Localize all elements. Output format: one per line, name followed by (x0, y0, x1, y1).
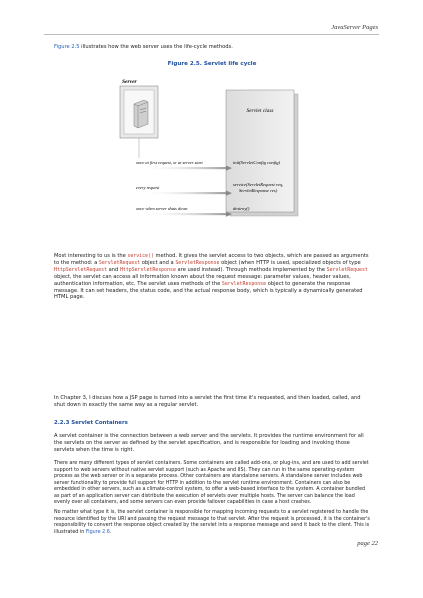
event-label-service: every request (136, 185, 160, 190)
service-paragraph: Most interesting to us is the service() method. It gives the servlet access to two objects, which are passed as arguments to the method: a ServletRequest object and a ServletResponse object (when HTTP is used, specialized objects of type HttpServletRequest and HttpServletResponse are used instead). Through methods implemented by the ServletRequest object, the servlet can access all information known about the request message: parameter values, header values, authentication information, etc. The servlet uses methods of the ServletResponse object to generate the response message. It can set headers, the status code, and the actual response body, which is typically a dynamically generated HTML page. (54, 253, 369, 301)
servlet-lifecycle-diagram (108, 72, 323, 247)
servlet-class-label: Servlet class (246, 108, 274, 114)
arrow-bar-service (140, 192, 228, 194)
section-heading: 2.2.3 Servlet Containers (54, 420, 128, 426)
figure-2-6-link[interactable]: Figure 2.6 (85, 529, 110, 535)
container-types-paragraph: There are many different types of servlet containers. Some containers are called add-ons, or plug-ins, and are used to add servlet support to web servers without native servlet support (such as Apache and IIS). They can run in the same operating-system process as the web server or in a separate process. Other containers are standalone servers. A standalone server includes web server functionality to provide full support for HTTP in addition to the servlet runtime environment. Containers can also be embedded in other servers, such as a climate-control system, to offer a web-based interface to the system. A container bundled as part of an application server can distribute the execution of servlets over multiple hosts. The server can balance the load evenly over all containers, and some servers can even provide failover capabilities in case a host crashes. (54, 461, 369, 505)
arrow-bar-init (140, 167, 228, 169)
figure-title: Figure 2.5. Servlet life cycle (167, 61, 257, 67)
figure-link[interactable]: Figure 2.5 (54, 44, 80, 50)
running-header: JavaServer Pages (331, 24, 378, 31)
server-label: Server (122, 79, 137, 85)
server-tower-icon (134, 100, 148, 128)
header-rule (44, 34, 379, 35)
container-paragraph: A servlet container is the connection between a web server and the servlets. It provides the runtime environment for all the servlets on the server as defined by the servlet specification, and is responsible for loading and invoking those servlets when the time is right. (54, 433, 364, 453)
event-label-destroy: once when server shuts down (136, 206, 188, 211)
method-service: service(ServletRequest req, (233, 182, 284, 187)
event-label-init: once at first request, or at server start (136, 160, 203, 165)
method-service-cont: ServletResponse res) (239, 188, 278, 193)
method-destroy: destroy() (233, 206, 250, 211)
intro-paragraph: Figure 2.5 illustrates how the web server uses the life-cycle methods. (54, 44, 233, 50)
page-number: page 22 (357, 540, 378, 547)
chapter3-paragraph: In Chapter 3, I discuss how a JSP page is turned into a servlet the first time it's requested, and then loaded, called, and shut down in exactly the same way as a regular servlet. (54, 395, 361, 408)
mapping-paragraph: No matter what type it is, the servlet container is responsible for mapping incoming requests to a servlet registered to handle the resource identified by the URI and passing the request message to that servlet. After the request is processed, it is the container's responsibility to convert the response object created by the servlet into a response message and send it back to the client. This is illustrated in Figure 2.6. (54, 510, 370, 535)
arrow-bar-destroy (140, 213, 228, 215)
method-init: init(ServletConfig config) (233, 160, 281, 165)
